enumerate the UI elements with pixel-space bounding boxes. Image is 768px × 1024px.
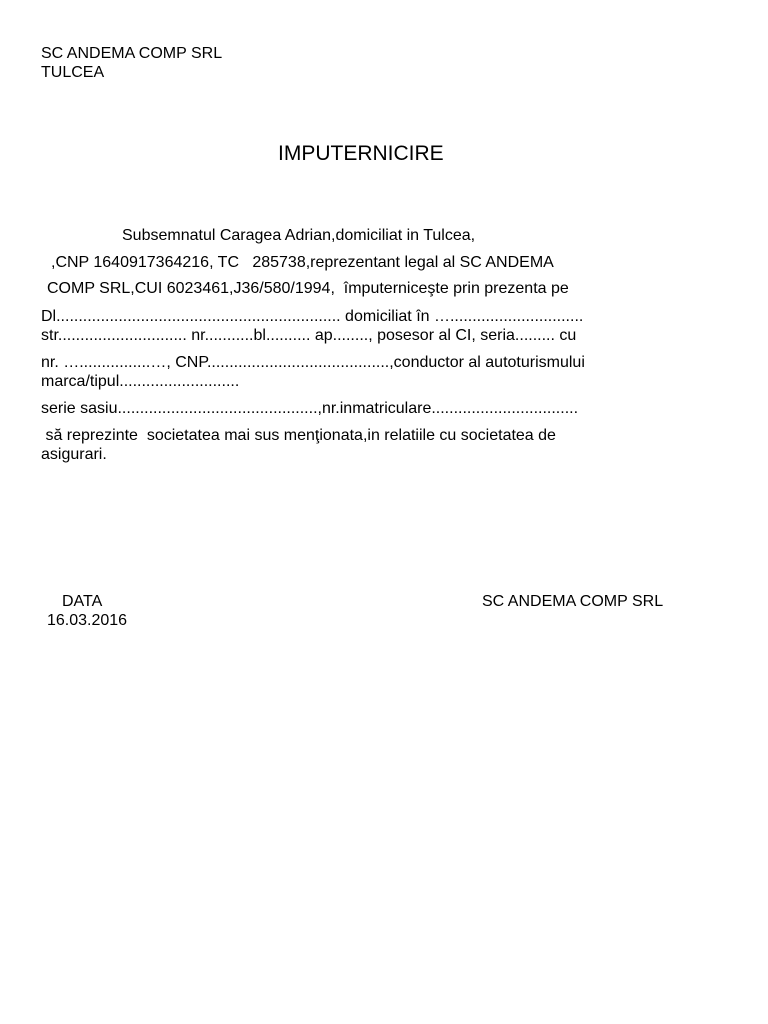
body-line-2: ,CNP 1640917364216, TC 285738,reprezentant legal al SC ANDEMA (51, 254, 554, 271)
body-line-6: nr. …................…, CNP.........................................,conductor al autoturismului (41, 354, 585, 371)
body-line-7: marca/tipul........................... (41, 373, 240, 390)
header-city: TULCEA (41, 64, 105, 81)
footer-date-label: DATA (62, 593, 103, 610)
body-line-4: Dl................................................................ domiciliat în ….............................. (41, 308, 584, 325)
body-line-10: asigurari. (41, 446, 107, 463)
body-line-9: să reprezinte societatea mai sus menţionata,in relatiile cu societatea de (41, 427, 556, 444)
footer-signature-company: SC ANDEMA COMP SRL (482, 593, 664, 610)
header-company: SC ANDEMA COMP SRL (41, 45, 223, 62)
body-line-3: COMP SRL,CUI 6023461,J36/580/1994, împuterniceşte prin prezenta pe (47, 280, 569, 297)
body-line-8: serie sasiu.............................................,nr.inmatriculare................................. (41, 400, 579, 417)
document-title: IMPUTERNICIRE (278, 142, 444, 165)
body-line-1: Subsemnatul Caragea Adrian,domiciliat in Tulcea, (122, 227, 476, 244)
body-line-5: str............................. nr...........bl.......... ap........, posesor al CI, seria......... cu (41, 327, 577, 344)
footer-date-value: 16.03.2016 (47, 612, 128, 629)
